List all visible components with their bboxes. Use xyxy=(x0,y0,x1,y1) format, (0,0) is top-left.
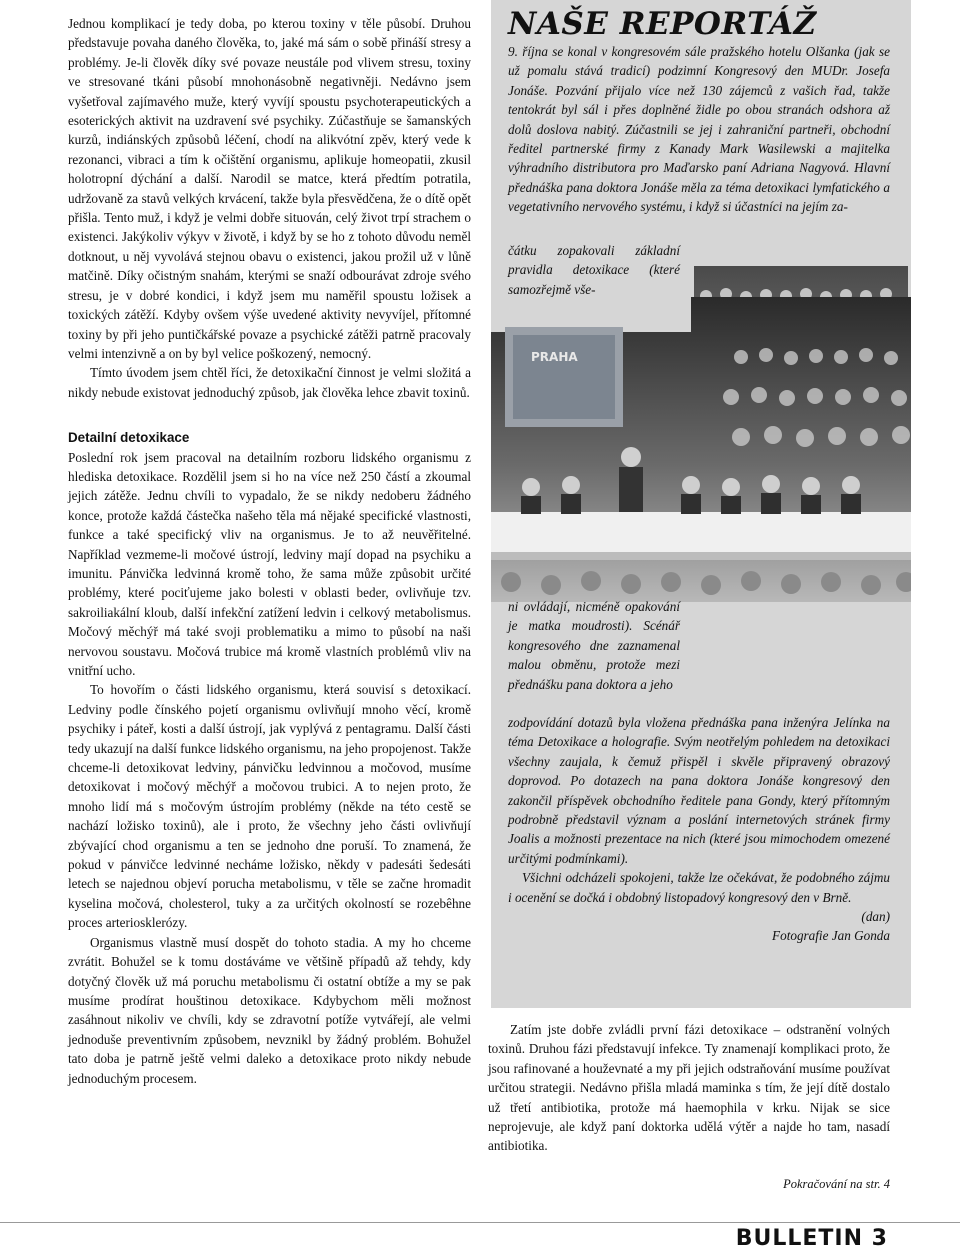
report-text-mid xyxy=(508,241,680,299)
report-text-bottom xyxy=(508,713,890,946)
section-paragraph-3: Organismus vlastně musí dospět do tohoto stadia. A my ho chceme zvrátit. Bohužel se k tomu dostáváme ve většině případů až tehdy, kdy dotyčný člověk už má poruchu metabolismu či ostatní obtíže a my se pak musíme prodírat houštinou detoxikace. Kdybychom měli možnost zasáhnout nikoliv ve chvíli, kdy se zdravotní potíže vytvářejí, ale velmi jednoduše preventivním způsobem, nevznikl by žádný problém. Bohužel tato doba je patrně ještě velmi daleko a detoxikace proto nikdy nebude jednoduchým procesem. xyxy=(68,934,471,1086)
report-paragraph-closing: Všichni odcházeli spokojeni, takže lze očekávat, že podobného zájmu i ocenění se dočká i obdobný listopadový kongresový den v Brně. xyxy=(508,870,890,905)
article-paragraph-2: Tímto úvodem jsem chtěl říci, že detoxikační činnost je velmi složitá a nikdy nebude existovat jednoduchý způsob, jak člověka lehce zbavit toxinů. xyxy=(68,365,471,400)
continued-note: Pokračování na str. 4 xyxy=(783,1177,890,1191)
report-paragraph-mid: čátku zopakovali základní pravidla detoxikace (které samozřejmě vše- xyxy=(508,243,680,297)
slide-label: PRAHA xyxy=(531,350,578,364)
section-paragraph-2: To hovořím o části lidského organismu, která souvisí s detoxikací. Ledviny podle čínského pojetí organismu ovlivňují mnoho věcí, kromě psychiky i páteř, kosti a další ústrojí, jak vyplývá z pentagramu. Další části tedy ukazují na další funkce lidského organismu, na jeho propojenost. Takže chceme-li detoxikovat ledviny, pánvičku ledvinnou a močovod, musíme detoxikovat i močový měchýř a močovou trubici. A to nejen proto, že mnoho lidí má s močovým ústrojím problémy (někde na této cestě se nachází ložisko toxinů), ale i proto, že všechny jeho části ovlivňují zbývající chod organismu a ten se jednoho dne poruší. To znamená, že pokud v pánvičce ledvinné necháme ložisko, někdy v padesáti šedesáti letech se najednou objeví porucha metabolismu, v těle se začne hromadit kyselina močová, cholesterol, tuky a za určitých okolností se rozebêhne proces arteriosklerózy. xyxy=(68,682,471,931)
article-paragraph-1: Jednou komplikací je tedy doba, po kterou toxiny v těle působí. Druhou představuje povaha daného člověka, to, jaké má sám o sobě přináší stresy a problémy. Je-li člověk díky své povaze neustále pod vlivem stresu, toxiny ve stresované tkáni působí mnohonásobně negativněji. Nedávno jsem vyšetřoval zajímavého muže, který vyvíjí spoustu psychoterapeutických a esoterických aktivit na uzdravení své psychiky. Zúčastňuje se šamanských kurzů, indiánských způsobů léčení, chodí na alikvótní zpěv, který vede k rezonanci, vibraci a tím k očištění organismu, aplikuje homeopatii, zkusil holotropní dýchání a další. Narodil se matce, která předtím potratila, udržovaně za stavů velkých krvácení, takže byla přesvědčena, že o dítě opět přišla. Tento muž, i když je velmi dobře situován, celý život trpí strachem o existenci. Jakýkoliv výkyv v životě, i když by se ho z tohoto důvodu neměl dotknout, u něj vyvolává stejnou obavu o existenci, jakou prožil už v lůně matčině. Díky očistným snahám, kterými se snaží odbourávat zdroje svého stresu, je v dobré kondici, i když jsem mu naměřil spoustu ložisek a toxických zátěží. Kdyby ovšem výše uvedené aktivity nevyvíjel, přítomné toxiny by při jeho puntičkářské povaze a psychické zátěži patrně pracovaly velmi intenzivně a on by byl velice poškozený, nemocný. xyxy=(68,16,471,361)
report-title: NAŠE REPORTÁŽ xyxy=(508,6,817,42)
article-right-column xyxy=(488,1020,890,1156)
report-paragraph-bottom: zodpovídání dotazů byla vložena přednáška pana inženýra Jelínka na téma Detoxikace a holografie. Svým neotřelým pohledem na detoxikaci všechny zaujala, k čemuž přispěl i skvěle připravený obrazový doprovod. Po dotazech na pana doktora Jonáše kongresový den zakončil příspěvek obchodního ředitele pana Gondy, který přítomným podrobně představil význam a poslání internetových stránek firmy Joalis a možnosti prezentace na nich (které jsou mimochodem omezené určitými podmínkami). xyxy=(508,715,890,866)
section-heading: Detailní detoxikace xyxy=(68,430,190,446)
report-paragraph-mid2: ni ovládají, nicméně opakování je matka moudrosti). Scénář kongresového dne zaznamenal malou obměnu, protože mezi přednášku pana doktora a jeho xyxy=(508,599,680,692)
photo-credit: Fotografie Jan Gonda xyxy=(772,928,890,944)
report-text-top xyxy=(508,42,890,217)
report-text-mid2 xyxy=(508,597,680,694)
footer-bulletin-label: BULLETIN 3 xyxy=(735,1226,888,1251)
article-left-column xyxy=(68,14,471,1088)
podium-photo-graphic xyxy=(491,297,911,602)
podium-photo xyxy=(491,297,911,602)
continuation-paragraph-1: Zatím jste dobře zvládli první fázi detoxikace – odstranění volných toxinů. Druhou fázi představují infekce. Ty znamenají komplikaci proto, že jsou rafinované a houževnaté a my při jejich odstraňování musíme používat určitou strategii. Nedávno přišla mladá maminka s tím, že její dítě dostalo už třetí antibiotika, protože má haemophila v krku. Nijak se sice neprojevuje, ale když paní doktorka udělá výtěr a najde ho tam, nasadí antibiotika. xyxy=(488,1022,890,1154)
report-author: (dan) xyxy=(861,909,890,925)
report-paragraph-top: 9. října se konal v kongresovém sále pražského hotelu Olšanka (jak se už pomalu stává tradicí) podzimní Kongresový den MUDr. Josefa Jonáše. Pozvání přijalo více než 130 zájemců z vašich řad, takže tentokrát byl sál i přes doplněné židle po obou stranách odshora až dolů doslova nabitý. Zúčastnili se jej i zahraniční partneři, obchodní ředitel partnerské firmy z Kanady Mark Wasilewski a majitelka výhradního distributora pro Maďarsko paní Adriana Nagyová. Hlavní přednáška pana doktora Jonáše měla za téma detoxikaci lymfatického a vegetativního nervového systému, i když si účastníci na jejím za- xyxy=(508,44,890,215)
footer-divider xyxy=(0,1222,960,1223)
section-paragraph-1: Poslední rok jsem pracoval na detailním rozboru lidského organismu z hlediska detoxikace. Rozdělil jsem si ho na více než 250 částí a zkoumal jejich zátěže. Jednu chvíli to vypadalo, že se nikdy nedoberu žádného konce, protože každá částečka našeho těla má nějaké specifické vlastnosti, funkce a také specifický vliv na organismus. Je to až neuvěřitelné. Například vezmeme-li močové ústrojí, ledviny mají dopad na psychiku a imunitu. Pánvička ledvinná kromě toho, že sama může způsobit určité problémy, které pociťujeme jako bolesti v oblasti beder, ovlivňuje tzv. sakroiliakální kloub, další infekční zatížení ledvin i celkový metabolismus. Močový měchýř má také svoji problematiku a mimo to působí na naši nervovou soustavu. Močová trubice má kromě vlastních problémů vliv na vnitřní ucho. xyxy=(68,449,471,678)
